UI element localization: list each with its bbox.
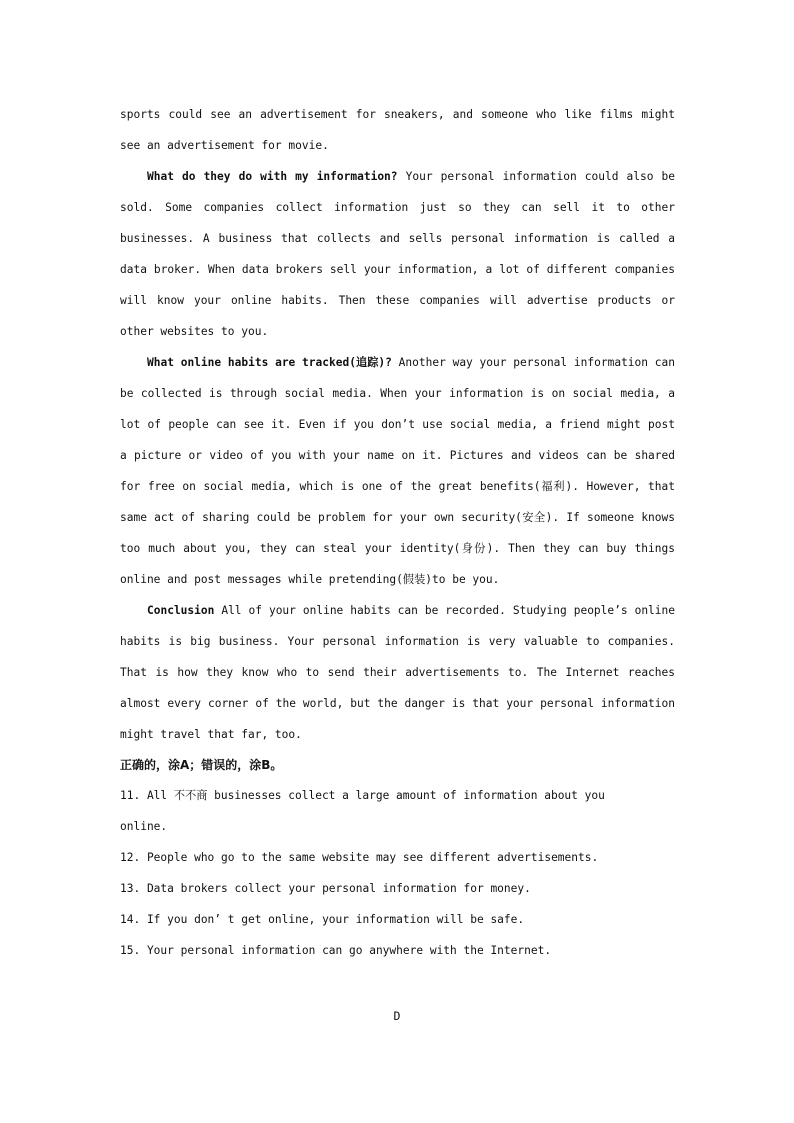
- paragraph-2-heading: What do they do with my information?: [147, 170, 398, 183]
- paragraph-1: sports could see an advertisement for sneakers, and someone who like films might see an advertisement for movie.: [120, 108, 675, 152]
- paragraph-3-heading: What online habits are tracked(追踪)?: [147, 356, 392, 369]
- paragraph-3: [120, 347, 675, 595]
- paragraph-2: [120, 161, 675, 347]
- question-14: 14. If you don’ t get online, your information will be safe.: [120, 913, 525, 926]
- document-page: [120, 99, 675, 966]
- paragraph-2-body: Your personal information could also be sold. Some companies collect information just so they can sell it to other businesses. A business that collects and sells personal information is called a data broker. When data brokers sell your information, a lot of different companies will know your online habits. Then these companies will advertise products or other websites to you.: [120, 170, 675, 338]
- paragraph-4-heading: Conclusion: [147, 604, 215, 617]
- question-11: 11. All 不不商 businesses collect a large amount of information about you online.: [120, 789, 605, 833]
- paragraph-4: [120, 595, 675, 750]
- question-12: 12. People who go to the same website may see different advertisements.: [120, 851, 599, 864]
- paragraph-3-body: Another way your personal information can be collected is through social media. When your information is on social media, a lot of people can see it. Even if you don’t use social media, a friend might post a picture or video of you with your name on it. Pictures and videos can be shared for free on social media, which is one of the great benefits(福利). However, that same act of sharing could be problem for your own security(安全). If someone knows too much about you, they can steal your identity(身份). Then they can buy things online and post messages while pretending(假装)to be you.: [120, 356, 675, 586]
- next-section-label: D: [393, 1009, 401, 1023]
- paragraph-4-body: All of your online habits can be recorded. Studying people’s online habits is big business. Your personal information is very valuable to companies. That is how they know who to send their advertisements to. The Internet reaches almost every corner of the world, but the danger is that your personal information might travel that far, too.: [120, 604, 675, 741]
- question-15: 15. Your personal information can go anywhere with the Internet.: [120, 944, 552, 957]
- question-instruction: 正确的，涂A；错误的，涂B。: [120, 758, 283, 772]
- question-13: 13. Data brokers collect your personal information for money.: [120, 882, 531, 895]
